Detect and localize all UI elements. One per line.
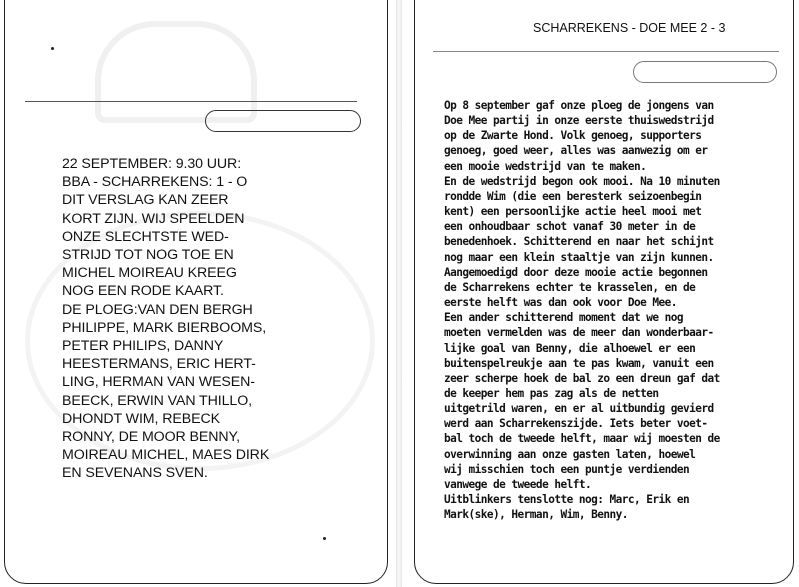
report-line: overwinning aan onze gasten laten, hoewel [444,447,696,461]
report-line: kent) een persoonlijke actie heel mooi met [444,205,702,219]
report-line: HEESTERMANS, ERIC HERT- [62,356,256,373]
report-line: STRIJD TOT NOG TOE EN [62,247,234,264]
report-line: wij misschien toch een puntje verdienden [444,462,690,476]
match-report-right [444,98,790,522]
faded-chef-hat-illustration [95,21,257,123]
report-line: op de Zwarte Hond. Volk genoeg, supporters [444,129,702,143]
report-line: Mark(ske), Herman, Wim, Benny. [444,508,628,522]
report-line: Een ander schitterend moment dat we nog [444,311,684,325]
report-line: bal toch de tweede helft, maar wij moesten de [444,432,720,446]
ink-speck [51,47,54,50]
report-line: een mooie wedstrijd van te maken. [444,159,647,173]
report-line: de keeper hem pas zag als de netten [444,386,659,400]
report-line: LING, HERMAN VAN WESEN- [62,374,255,391]
report-line: PETER PHILIPS, DANNY [62,338,224,355]
report-line: een onhoudbaar schot vanaf 30 meter in de [444,220,696,234]
report-line: DHONDT WIM, REBECK [62,410,220,427]
report-line: 22 SEPTEMBER: 9.30 UUR: [62,156,242,172]
right-page [414,0,794,584]
report-line: RONNY, DE MOOR BENNY, [62,429,240,446]
left-divider-line [25,101,357,102]
left-page [4,0,388,584]
report-line: moeten vermelden was de meer dan wonderbaar- [444,326,714,340]
match-title: SCHARREKENS - DOE MEE 2 - 3 [533,21,726,35]
report-line: buitenspelreukje aan te pas kwam, vanuit een [444,356,714,370]
report-line: Uitblinkers tenslotte nog: Marc, Erik en [444,493,690,507]
report-line: NOG EEN RODE KAART. [62,283,224,300]
report-line: lijke goal van Benny, die alhoewel er een [444,341,696,355]
left-label-box [205,110,361,132]
report-line: DIT VERSLAG KAN ZEER [62,192,229,209]
report-line: BBA - SCHARREKENS: 1 - O [62,174,248,191]
report-line: zeer scherpe hoek de bal zo een dreun gaf dat [444,371,720,385]
report-line: EN SEVENANS SVEN. [62,465,208,482]
right-divider-line [433,51,779,52]
report-line: genoeg, goed weer, alles was aanwezig om er [444,144,708,158]
report-line: vanwege de tweede helft. [444,477,592,491]
report-line: eerste helft was dan ook voor Doe Mee. [444,296,677,310]
ink-speck [323,537,326,540]
report-line: Doe Mee partij in onze eerste thuiswedstrijd [444,114,714,128]
report-line: nog maar een klein staaltje van zijn kunnen. [444,250,714,264]
report-line: benedenhoek. Schitterend en naar het schijnt [444,235,714,249]
match-report-left [62,155,362,483]
page-gutter [396,0,402,587]
report-line: ONZE SLECHTSTE WED- [62,228,229,245]
report-line: MICHEL MOIREAU KREEG [62,265,237,282]
report-line: werd aan Scharrekenszijde. Iets beter voet- [444,417,708,431]
report-line: BEECK, ERWIN VAN THILLO, [62,392,252,409]
report-line: KORT ZIJN. WIJ SPEELDEN [62,210,245,227]
report-line: uitgetrild waren, en er al uitbundig gevierd [444,402,714,416]
report-line: Op 8 september gaf onze ploeg de jongens van [444,99,714,112]
report-line: MOIREAU MICHEL, MAES DIRK [62,447,270,464]
report-line: En de wedstrijd begon ook mooi. Na 10 minuten [444,174,720,188]
report-line: de Scharrekens echter te krasselen, en de [444,280,696,294]
right-label-box [633,61,777,83]
report-line: Aangemoedigd door deze mooie actie begonnen [444,265,708,279]
report-line: PHILIPPE, MARK BIERBOOMS, [62,319,267,336]
report-line: rondde Wim (die een beresterk seizoenbegin [444,189,702,203]
report-line: DE PLOEG:VAN DEN BERGH [62,301,253,318]
